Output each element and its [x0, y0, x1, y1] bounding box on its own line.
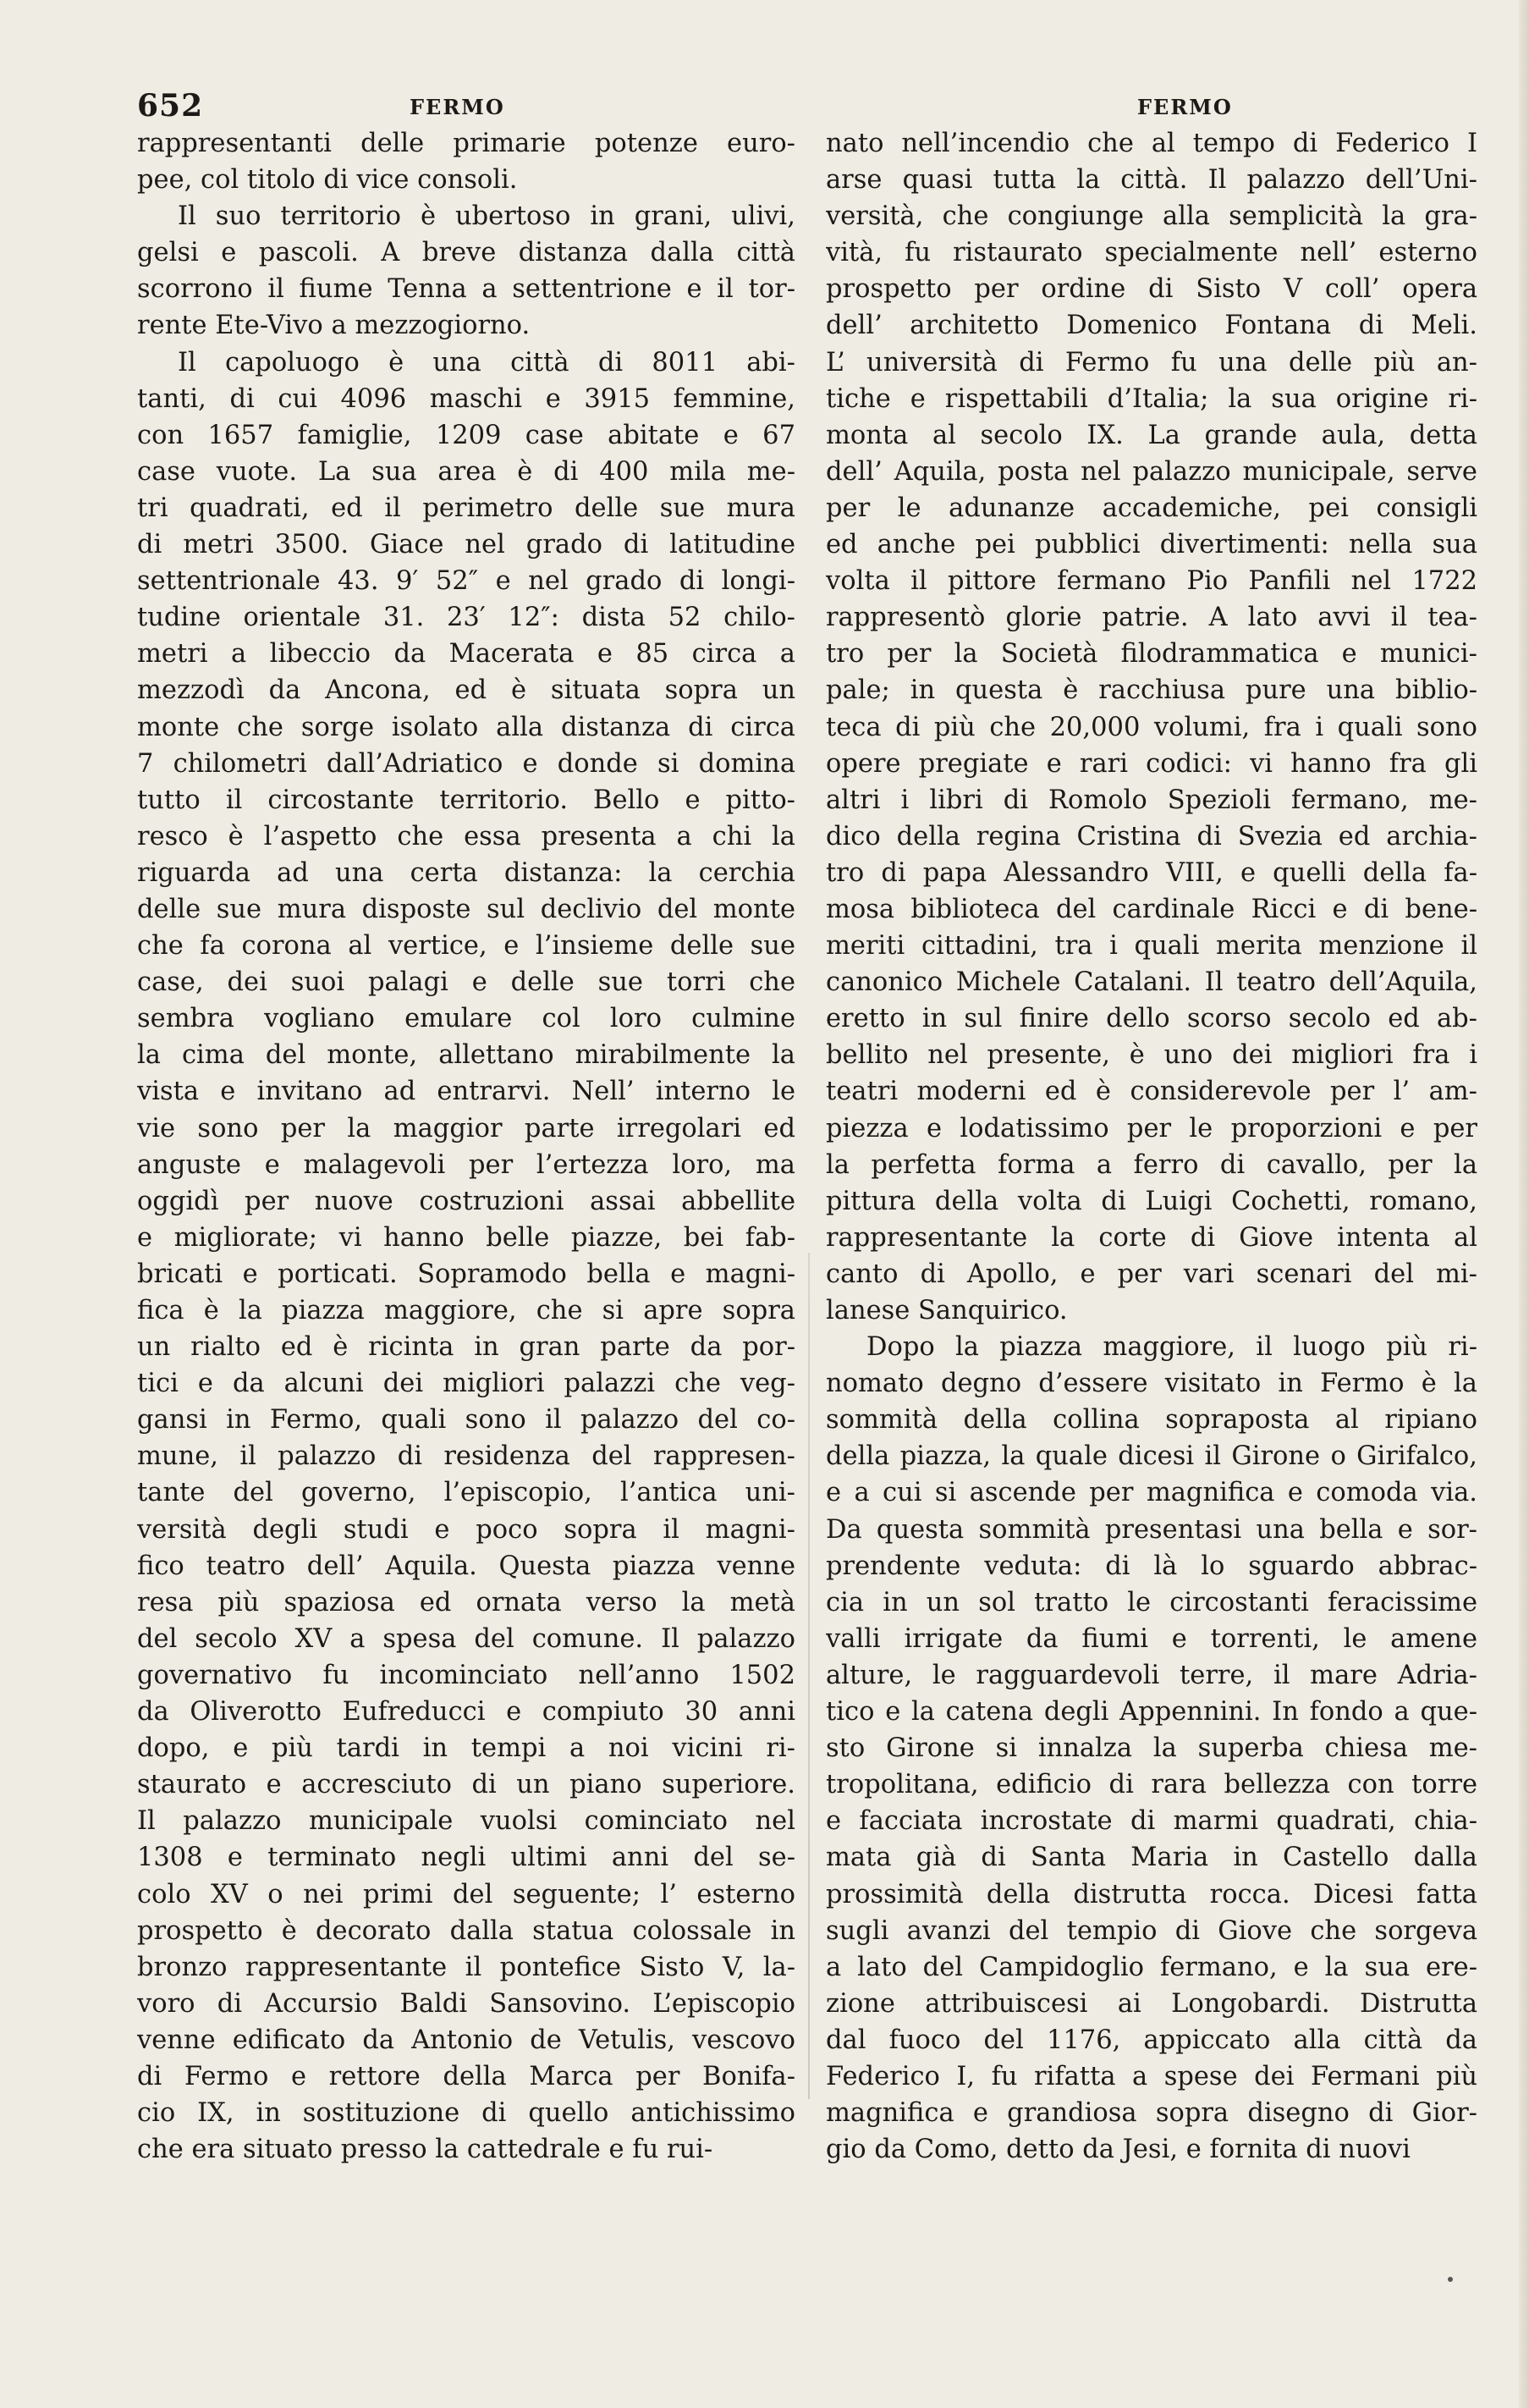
- text-line: prospetto per ordine di Sisto V coll’ opera: [826, 274, 1477, 305]
- text-line: e migliorate; vi hanno belle piazze, bei fab-: [137, 1222, 795, 1253]
- text-line: teatri moderni ed è considerevole per l’ am-: [826, 1077, 1477, 1107]
- text-line: piezza e lodatissimo per le proporzioni e per: [826, 1113, 1477, 1143]
- page-edge: [1519, 0, 1529, 2408]
- text-line: mata già di Santa Maria in Castello dalla: [826, 1843, 1477, 1873]
- text-line: metri a libeccio da Macerata e 85 circa a: [137, 639, 795, 670]
- text-line: tiche e rispettabili d’Italia; la sua origine ri-: [826, 383, 1477, 414]
- text-line: sto Girone si innalza la superba chiesa me-: [826, 1733, 1477, 1764]
- text-line: ed anche pei pubblici divertimenti: nella sua: [826, 530, 1477, 560]
- text-line: sembra vogliano emulare col loro culmine: [137, 1004, 795, 1034]
- text-line: mune, il palazzo di residenza del rappresen-: [137, 1441, 795, 1472]
- text-line: prossimità della distrutta rocca. Dicesi fatta: [826, 1879, 1477, 1909]
- text-line: dopo, e più tardi in tempi a noi vicini ri-: [137, 1733, 795, 1764]
- text-line: teca di più che 20,000 volumi, fra i quali sono: [826, 712, 1477, 742]
- text-line: valli irrigate da fiumi e torrenti, le amene: [826, 1623, 1477, 1654]
- text-line: Il palazzo municipale vuolsi cominciato nel: [137, 1806, 795, 1837]
- text-line: per le adunanze accademiche, pei consigli: [826, 493, 1477, 523]
- right-text-column: [826, 125, 1477, 2168]
- text-line: di metri 3500. Giace nel grado di latitudine: [137, 530, 795, 560]
- text-line: tudine orientale 31. 23′ 12″: dista 52 chilo-: [137, 603, 795, 633]
- text-line: rente Ete-Vivo a mezzogiorno.: [137, 311, 531, 341]
- text-line: rappresentante la corte di Giove intenta al: [826, 1222, 1477, 1253]
- text-line: monta al secolo IX. La grande aula, detta: [826, 420, 1477, 450]
- text-line: volta il pittore fermano Pio Panfili nel 1722: [826, 566, 1477, 597]
- text-line: la perfetta forma a ferro di cavallo, per la: [826, 1149, 1477, 1180]
- text-line: altri i libri di Romolo Spezioli fermano, me-: [826, 785, 1477, 815]
- text-line: del secolo XV a spesa del comune. Il palazzo: [137, 1623, 795, 1654]
- text-line: settentrionale 43. 9′ 52″ e nel grado di longi-: [137, 566, 795, 597]
- text-line: dal fuoco del 1176, appiccato alla città da: [826, 2025, 1477, 2055]
- text-line: e a cui si ascende per magnifica e comoda via.: [826, 1478, 1477, 1508]
- text-line: vie sono per la maggior parte irregolari ed: [137, 1113, 795, 1143]
- text-line: bellito nel presente, è uno dei migliori fra i: [826, 1040, 1477, 1071]
- text-line: bronzo rappresentante il pontefice Sisto V, la-: [137, 1952, 795, 1982]
- text-line: tro di papa Alessandro VIII, e quelli della fa-: [826, 857, 1477, 888]
- text-line: monte che sorge isolato alla distanza di circa: [137, 712, 795, 742]
- text-line: canonico Michele Catalani. Il teatro dell’Aquila,: [826, 967, 1477, 998]
- text-line: versità degli studi e poco sopra il magni-: [137, 1514, 795, 1545]
- text-line: eretto in sul finire dello scorso secolo ed ab-: [826, 1004, 1477, 1034]
- text-line: tici e da alcuni dei migliori palazzi che veg-: [137, 1369, 795, 1399]
- text-line: rappresentò glorie patrie. A lato avvi il tea-: [826, 603, 1477, 633]
- text-line: colo XV o nei primi del seguente; l’ esterno: [137, 1879, 795, 1909]
- text-line: case, dei suoi palagi e delle sue torri che: [137, 967, 795, 998]
- text-line: pale; in questa è racchiusa pure una biblio-: [826, 675, 1477, 706]
- text-line: voro di Accursio Baldi Sansovino. L’episcopio: [137, 1988, 795, 2019]
- text-line: anguste e malagevoli per l’ertezza loro, ma: [137, 1149, 795, 1180]
- text-line: tante del governo, l’episcopio, l’antica uni-: [137, 1478, 795, 1508]
- text-line: canto di Apollo, e per vari scenari del mi-: [826, 1259, 1477, 1289]
- text-line: resa più spaziosa ed ornata verso la metà: [137, 1587, 795, 1617]
- text-line: dell’ architetto Domenico Fontana di Meli.: [826, 311, 1477, 341]
- ink-speck: [1448, 2277, 1453, 2282]
- text-line: governativo fu incominciato nell’anno 1502: [137, 1660, 795, 1690]
- text-line: lanese Sanquirico.: [826, 1296, 1068, 1325]
- text-line: scorrono il fiume Tenna a settentrione e il tor-: [137, 274, 795, 305]
- text-line: da Oliverotto Eufreducci e compiuto 30 anni: [137, 1697, 795, 1727]
- page-number: 652: [137, 88, 204, 124]
- text-line: venne edificato da Antonio de Vetulis, vescovo: [137, 2025, 795, 2055]
- text-line: gansi in Fermo, quali sono il palazzo del co-: [137, 1405, 795, 1435]
- text-line: 1308 e terminato negli ultimi anni del se-: [137, 1843, 795, 1873]
- text-line: Il suo territorio è ubertoso in grani, ulivi,: [178, 201, 795, 232]
- text-line: tro per la Società filodrammatica e munici-: [826, 639, 1477, 670]
- text-line: cia in un sol tratto le circostanti feracissime: [826, 1587, 1477, 1617]
- text-line: fico teatro dell’ Aquila. Questa piazza venne: [137, 1551, 795, 1581]
- text-line: fica è la piazza maggiore, che si apre sopra: [137, 1296, 795, 1325]
- text-line: che era situato presso la cattedrale e fu rui-: [137, 2135, 713, 2165]
- page-header: [0, 88, 1529, 130]
- text-line: un rialto ed è ricinta in gran parte da por-: [137, 1332, 795, 1363]
- text-line: case vuote. La sua area è di 400 mila me-: [137, 456, 795, 487]
- text-line: cio IX, in sostituzione di quello antichissimo: [137, 2098, 795, 2129]
- text-line: mosa biblioteca del cardinale Ricci e di bene-: [826, 894, 1477, 924]
- text-line: dell’ Aquila, posta nel palazzo municipale, serve: [826, 456, 1477, 487]
- text-line: nato nell’incendio che al tempo di Federico I: [826, 129, 1477, 158]
- text-line: resco è l’aspetto che essa presenta a chi la: [137, 821, 795, 851]
- text-line: tanti, di cui 4096 maschi e 3915 femmine,: [137, 383, 795, 414]
- text-line: sugli avanzi del tempio di Giove che sorgeva: [826, 1915, 1477, 1946]
- text-line: vista e invitano ad entrarvi. Nell’ interno le: [137, 1077, 795, 1107]
- text-line: arse quasi tutta la città. Il palazzo dell’Uni-: [826, 165, 1477, 196]
- text-line: pee, col titolo di vice consoli.: [137, 165, 518, 196]
- text-line: gio da Como, detto da Jesi, e fornita di nuovi: [826, 2135, 1411, 2165]
- text-line: gelsi e pascoli. A breve distanza dalla città: [137, 238, 795, 268]
- text-line: rappresentanti delle primarie potenze euro-: [137, 129, 795, 158]
- text-line: tropolitana, edificio di rara bellezza con torre: [826, 1770, 1477, 1800]
- text-line: la cima del monte, allettano mirabilmente la: [137, 1040, 795, 1071]
- text-line: prendente veduta: di là lo sguardo abbrac-: [826, 1551, 1477, 1581]
- running-head-left: FERMO: [410, 95, 505, 119]
- text-line: alture, le ragguardevoli terre, il mare Adria-: [826, 1660, 1477, 1690]
- text-line: a lato del Campidoglio fermano, e la sua ere-: [826, 1952, 1477, 1982]
- left-text-column: [137, 125, 795, 2168]
- running-head-right: FERMO: [1137, 95, 1233, 119]
- text-line: della piazza, la quale dicesi il Girone o Girifalco,: [826, 1441, 1477, 1472]
- text-line: sommità della collina sopraposta al ripiano: [826, 1405, 1477, 1435]
- text-line: meriti cittadini, tra i quali merita menzione il: [826, 931, 1477, 962]
- text-line: tico e la catena degli Appennini. In fondo a que-: [826, 1697, 1477, 1727]
- text-line: Federico I, fu rifatta a spese dei Fermani più: [826, 2061, 1477, 2091]
- text-line: delle sue mura disposte sul declivio del monte: [137, 894, 795, 924]
- text-line: tutto il circostante territorio. Bello e pitto-: [137, 785, 795, 815]
- text-line: con 1657 famiglie, 1209 case abitate e 67: [137, 420, 795, 450]
- text-line: magnifica e grandiosa sopra disegno di Gior-: [826, 2098, 1477, 2129]
- text-line: dico della regina Cristina di Svezia ed archia-: [826, 821, 1477, 851]
- text-line: 7 chilometri dall’Adriatico e donde si domina: [137, 748, 795, 779]
- text-line: staurato e accresciuto di un piano superiore.: [137, 1770, 795, 1800]
- text-line: di Fermo e rettore della Marca per Bonifa-: [137, 2061, 795, 2091]
- text-line: opere pregiate e rari codici: vi hanno fra gli: [826, 748, 1477, 779]
- text-line: nomato degno d’essere visitato in Fermo è la: [826, 1369, 1477, 1399]
- text-line: bricati e porticati. Sopramodo bella e magni-: [137, 1259, 795, 1289]
- column-divider: [808, 1253, 810, 2099]
- text-line: e facciata incrostate di marmi quadrati, chia-: [826, 1806, 1477, 1837]
- text-line: Dopo la piazza maggiore, il luogo più ri-: [866, 1332, 1477, 1363]
- text-line: tri quadrati, ed il perimetro delle sue mura: [137, 493, 795, 523]
- text-line: prospetto è decorato dalla statua colossale in: [137, 1915, 795, 1946]
- text-line: pittura della volta di Luigi Cochetti, romano,: [826, 1186, 1477, 1216]
- text-line: mezzodì da Ancona, ed è situata sopra un: [137, 675, 795, 706]
- text-line: Da questa sommità presentasi una bella e sor-: [826, 1514, 1477, 1545]
- text-line: zione attribuiscesi ai Longobardi. Distrutta: [826, 1988, 1477, 2019]
- text-line: che fa corona al vertice, e l’insieme delle sue: [137, 931, 795, 962]
- text-line: oggidì per nuove costruzioni assai abbellite: [137, 1186, 795, 1216]
- text-line: versità, che congiunge alla semplicità la gra-: [826, 201, 1477, 232]
- text-line: L’ università di Fermo fu una delle più an-: [826, 347, 1477, 377]
- text-line: riguarda ad una certa distanza: la cerchia: [137, 857, 795, 888]
- text-line: vità, fu ristaurato specialmente nell’ esterno: [826, 238, 1477, 268]
- text-line: Il capoluogo è una città di 8011 abi-: [178, 347, 795, 377]
